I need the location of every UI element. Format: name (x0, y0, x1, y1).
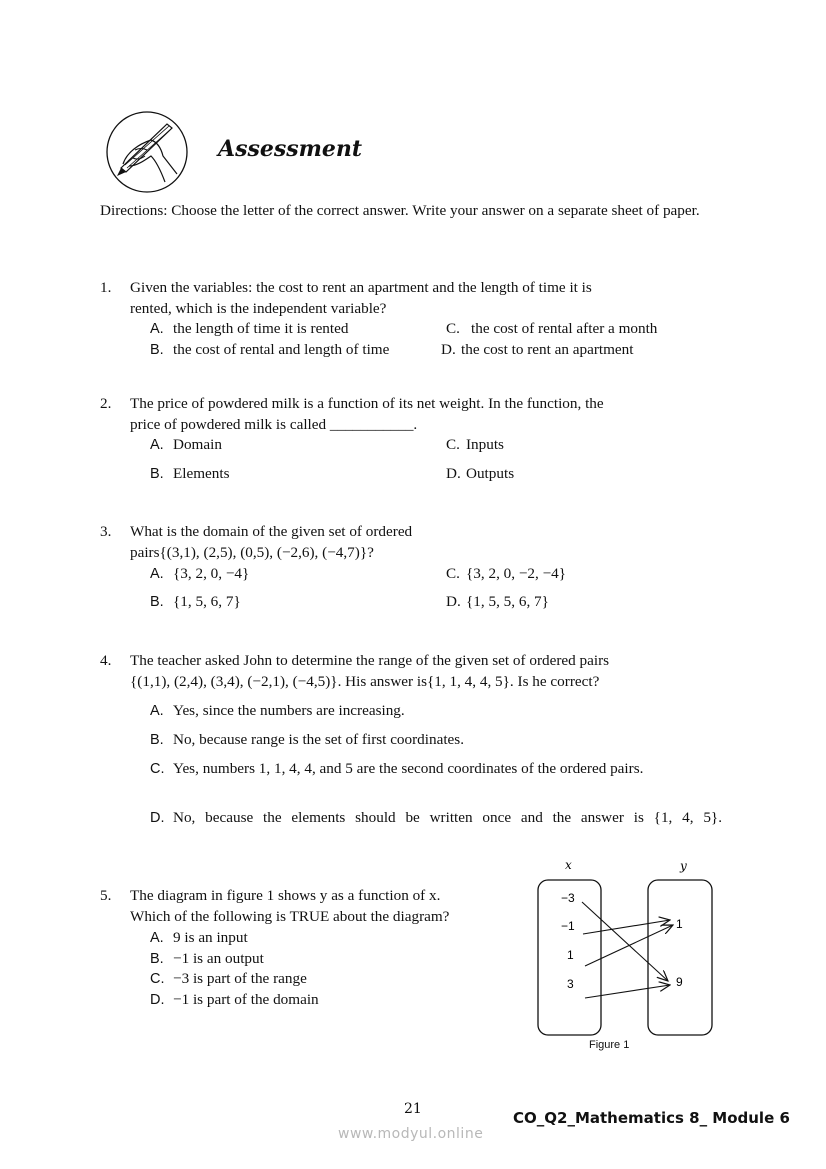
x-axis-label: x (565, 858, 572, 872)
question-text: price of powdered milk is called ___________. (130, 415, 418, 433)
question-text: The price of powdered milk is a function of its net weight. In the function, the (130, 395, 604, 412)
option-letter: D. (446, 465, 461, 482)
option-4b[interactable] (150, 730, 464, 751)
option-letter: C. (446, 320, 460, 337)
question-text: {(1,1), (2,4), (3,4), (−2,1), (−4,5)}. His answer is{1, 1, 4, 4, 5}. Is he correct? (130, 672, 600, 690)
option-letter: D. (150, 810, 165, 826)
option-5b[interactable] (150, 949, 264, 970)
option-3d[interactable] (446, 592, 549, 613)
question-number: 5. (100, 887, 112, 904)
option-1a[interactable] (150, 319, 348, 340)
mapping-diagram (530, 855, 720, 1055)
range-value: 1 (676, 917, 683, 931)
option-1d[interactable] (441, 340, 633, 361)
option-letter: A. (150, 703, 164, 719)
question-text: Which of the following is TRUE about the diagram? (130, 907, 450, 925)
mapping-arrow (585, 985, 670, 998)
option-text: −3 is part of the range (173, 970, 307, 987)
option-text: Elements (173, 465, 230, 482)
question-number: 1. (100, 279, 112, 296)
domain-value: −1 (561, 919, 575, 933)
option-text: −1 is part of the domain (173, 991, 319, 1008)
question-1 (100, 278, 728, 319)
range-value: 9 (676, 975, 683, 989)
question-5 (100, 886, 530, 927)
option-text: Domain (173, 436, 222, 453)
page-number: 21 (404, 1101, 422, 1117)
option-letter: C. (150, 761, 165, 777)
option-letter: B. (150, 732, 164, 748)
option-text: {1, 5, 6, 7} (173, 593, 241, 610)
option-5a[interactable] (150, 928, 248, 949)
figure-caption: Figure 1 (589, 1039, 630, 1051)
question-text: The diagram in figure 1 shows y as a function of x. (130, 887, 441, 904)
option-letter: C. (150, 971, 165, 987)
option-1c[interactable] (446, 319, 657, 340)
option-4d[interactable] (150, 808, 728, 829)
option-3a[interactable] (150, 564, 249, 585)
option-2d[interactable] (446, 464, 514, 485)
option-4a[interactable] (150, 701, 405, 722)
option-5d[interactable] (150, 990, 319, 1011)
option-letter: B. (150, 342, 164, 358)
question-2 (100, 394, 728, 435)
option-text: the cost to rent an apartment (461, 341, 634, 358)
option-letter: A. (150, 437, 164, 453)
option-2a[interactable] (150, 435, 222, 456)
watermark: www.modyul.online (338, 1126, 484, 1142)
option-2b[interactable] (150, 464, 230, 485)
option-text: {3, 2, 0, −4} (173, 565, 250, 582)
option-4c[interactable] (150, 759, 728, 780)
option-text: Yes, numbers 1, 1, 4, 4, and 5 are the second coordinates of the ordered pairs. (173, 760, 644, 777)
question-3 (100, 522, 728, 563)
domain-value: 3 (567, 977, 574, 991)
y-axis-label: y (680, 859, 687, 873)
question-text: Given the variables: the cost to rent an apartment and the length of time it is (130, 279, 592, 296)
domain-value: −3 (561, 891, 575, 905)
option-text: {1, 5, 5, 6, 7} (466, 593, 549, 610)
question-text: pairs{(3,1), (2,5), (0,5), (−2,6), (−4,7)}? (130, 543, 374, 561)
option-text: No, because range is the set of first coordinates. (173, 731, 464, 748)
question-4 (100, 651, 728, 692)
option-letter: A. (150, 321, 164, 337)
option-text: No, because the elements should be written once and the answer is {1, 4, 5}. (173, 809, 723, 826)
question-number: 3. (100, 523, 112, 540)
mapping-arrow (582, 902, 668, 981)
option-text: 9 is an input (173, 929, 248, 946)
option-text: −1 is an output (173, 950, 264, 967)
hand-writing-pencil-icon (105, 110, 189, 194)
option-letter: A. (150, 930, 164, 946)
range-oval (648, 880, 712, 1035)
option-letter: A. (150, 566, 164, 582)
option-letter: B. (150, 594, 164, 610)
option-text: the cost of rental after a month (471, 320, 658, 337)
option-text: Outputs (466, 465, 515, 482)
question-text: rented, which is the independent variable? (130, 299, 387, 317)
option-letter: C. (446, 436, 460, 453)
option-1b[interactable] (150, 340, 389, 361)
option-5c[interactable] (150, 969, 307, 990)
option-text: the cost of rental and length of time (173, 341, 390, 358)
option-text: {3, 2, 0, −2, −4} (466, 565, 567, 582)
option-letter: D. (441, 341, 456, 358)
option-text: Yes, since the numbers are increasing. (173, 702, 405, 719)
directions-text: Directions: Choose the letter of the correct answer. Write your answer on a separate sheet of paper. (100, 202, 700, 219)
option-text: the length of time it is rented (173, 320, 349, 337)
option-text: Inputs (466, 436, 504, 453)
option-letter: D. (446, 593, 461, 610)
question-number: 4. (100, 652, 112, 669)
option-letter: C. (446, 565, 460, 582)
domain-value: 1 (567, 948, 574, 962)
question-text: The teacher asked John to determine the range of the given set of ordered pairs (130, 652, 610, 669)
question-text: What is the domain of the given set of ordered (130, 523, 413, 540)
option-3b[interactable] (150, 592, 241, 613)
option-2c[interactable] (446, 435, 504, 456)
option-letter: D. (150, 992, 165, 1008)
page-title: Assessment (218, 136, 363, 162)
option-3c[interactable] (446, 564, 566, 585)
option-letter: B. (150, 951, 164, 967)
question-number: 2. (100, 395, 112, 412)
option-letter: B. (150, 466, 164, 482)
module-label: CO_Q2_Mathematics 8_ Module 6 (513, 1109, 790, 1127)
